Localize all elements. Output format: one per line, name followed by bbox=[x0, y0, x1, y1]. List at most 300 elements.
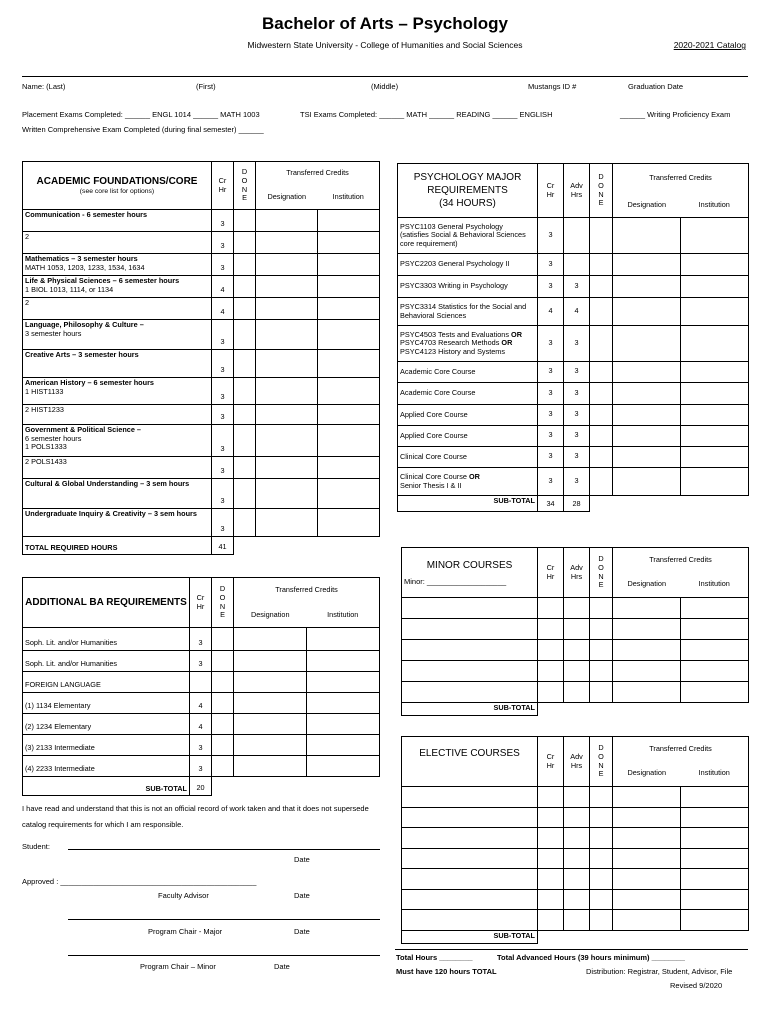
designation-cell[interactable] bbox=[256, 405, 318, 425]
designation-cell[interactable] bbox=[613, 218, 681, 254]
designation-cell[interactable] bbox=[256, 254, 318, 276]
credit-hours: 3 bbox=[190, 628, 212, 651]
credit-hours: 3 bbox=[190, 651, 212, 672]
course-cell bbox=[23, 254, 212, 276]
program-chair-minor-label: Program Chair – Minor bbox=[140, 962, 216, 971]
course-text: MATH 1053, 1203, 1233, 1534, 1634 bbox=[25, 262, 145, 272]
transferred-credits-header: Transferred Credits bbox=[613, 548, 749, 573]
course-cell bbox=[398, 298, 538, 326]
institution-cell[interactable] bbox=[681, 682, 749, 703]
advanced-hours[interactable] bbox=[564, 869, 590, 890]
done-checkbox[interactable] bbox=[590, 828, 613, 849]
course-cell bbox=[398, 405, 538, 426]
done-checkbox[interactable] bbox=[212, 672, 234, 693]
institution-cell[interactable] bbox=[307, 693, 380, 714]
course-text: PSYC4503 Tests and Evaluations OR bbox=[400, 329, 522, 339]
designation-cell[interactable] bbox=[613, 889, 681, 910]
institution-cell[interactable] bbox=[318, 210, 380, 232]
done-letter: D bbox=[219, 584, 226, 594]
credit-hours: 4 bbox=[538, 298, 564, 326]
done-checkbox[interactable] bbox=[234, 298, 256, 320]
elective-title: ELECTIVE COURSES bbox=[419, 748, 520, 759]
advanced-hours: 3 bbox=[564, 326, 590, 362]
designation-cell[interactable] bbox=[613, 598, 681, 619]
institution-cell[interactable] bbox=[681, 276, 749, 298]
requirement-label: FOREIGN LANGUAGE bbox=[23, 672, 190, 693]
institution-cell[interactable] bbox=[681, 254, 749, 276]
institution-cell[interactable] bbox=[681, 807, 749, 828]
elective-subtotal-label: SUB-TOTAL bbox=[402, 930, 538, 943]
minor-subtotal-label: SUB-TOTAL bbox=[402, 703, 538, 716]
institution-cell[interactable] bbox=[681, 869, 749, 890]
done-checkbox[interactable] bbox=[212, 714, 234, 735]
revised-date: Revised 9/2020 bbox=[670, 981, 723, 990]
institution-cell[interactable] bbox=[681, 383, 749, 405]
done-checkbox[interactable] bbox=[234, 479, 256, 509]
course-cell bbox=[23, 210, 212, 232]
credit-hours: 3 bbox=[190, 756, 212, 777]
advanced-hours[interactable] bbox=[564, 661, 590, 682]
done-checkbox[interactable] bbox=[590, 848, 613, 869]
done-checkbox[interactable] bbox=[590, 383, 613, 405]
psych-subtotal-label: SUB-TOTAL bbox=[398, 496, 538, 512]
course-cell[interactable] bbox=[402, 848, 538, 869]
must-have-120-label: Must have 120 hours TOTAL bbox=[396, 967, 497, 976]
requirement-label: (3) 2133 Intermediate bbox=[23, 735, 190, 756]
table-row bbox=[23, 693, 380, 714]
designation-cell[interactable] bbox=[256, 232, 318, 254]
table-row bbox=[398, 447, 749, 468]
course-cell bbox=[398, 447, 538, 468]
institution-cell[interactable] bbox=[681, 326, 749, 362]
institution-cell[interactable] bbox=[681, 910, 749, 931]
done-checkbox[interactable] bbox=[234, 210, 256, 232]
institution-cell[interactable] bbox=[307, 672, 380, 693]
credit-hours[interactable] bbox=[538, 910, 564, 931]
designation-cell[interactable] bbox=[613, 254, 681, 276]
designation-cell[interactable] bbox=[234, 756, 307, 777]
course-text: Academic Core Course bbox=[400, 366, 476, 376]
institution-cell[interactable] bbox=[681, 787, 749, 808]
institution-cell[interactable] bbox=[681, 619, 749, 640]
institution-cell[interactable] bbox=[307, 651, 380, 672]
institution-cell[interactable] bbox=[318, 254, 380, 276]
course-text: 2 bbox=[25, 232, 30, 241]
designation-cell[interactable] bbox=[613, 828, 681, 849]
placement-exams-label: Placement Exams Completed: ______ ENGL 1014 ______ MATH 1003 bbox=[22, 110, 260, 119]
course-cell[interactable] bbox=[402, 807, 538, 828]
designation-cell[interactable] bbox=[613, 869, 681, 890]
done-letter: N bbox=[219, 601, 226, 611]
approved-label: Approved : _______________________________________________ bbox=[22, 877, 257, 886]
done-checkbox[interactable] bbox=[234, 276, 256, 298]
done-checkbox[interactable] bbox=[234, 425, 256, 457]
designation-cell[interactable] bbox=[613, 405, 681, 426]
institution-cell[interactable] bbox=[307, 756, 380, 777]
advanced-hours[interactable] bbox=[564, 807, 590, 828]
credit-hours[interactable] bbox=[538, 889, 564, 910]
designation-cell[interactable] bbox=[256, 210, 318, 232]
institution-cell[interactable] bbox=[681, 828, 749, 849]
credit-hours: 3 bbox=[538, 254, 564, 276]
designation-cell[interactable] bbox=[234, 672, 307, 693]
designation-cell[interactable] bbox=[256, 276, 318, 298]
designation-header: Designation bbox=[234, 604, 307, 628]
institution-cell[interactable] bbox=[681, 661, 749, 682]
additional-subtotal-value: 20 bbox=[190, 777, 212, 796]
done-letter: E bbox=[598, 769, 604, 779]
course-cell bbox=[23, 320, 212, 350]
done-letter: O bbox=[219, 592, 226, 602]
header-divider bbox=[22, 76, 748, 77]
designation-cell[interactable] bbox=[256, 320, 318, 350]
institution-cell[interactable] bbox=[681, 218, 749, 254]
total-advanced-hours-label: Total Advanced Hours (39 hours minimum) ________ bbox=[497, 953, 685, 962]
done-checkbox[interactable] bbox=[590, 276, 613, 298]
credit-hours: 3 bbox=[538, 383, 564, 405]
cr-hr-header bbox=[538, 737, 564, 787]
minor-name-field: Minor: ___________________ bbox=[404, 576, 507, 586]
student-label: Student: bbox=[22, 842, 50, 851]
course-cell[interactable] bbox=[402, 889, 538, 910]
advanced-hours[interactable] bbox=[564, 598, 590, 619]
done-checkbox[interactable] bbox=[590, 362, 613, 383]
institution-cell[interactable] bbox=[318, 276, 380, 298]
designation-cell[interactable] bbox=[256, 298, 318, 320]
done-checkbox[interactable] bbox=[234, 405, 256, 425]
table-row bbox=[398, 298, 749, 326]
minor-header-cell bbox=[402, 548, 538, 598]
course-cell bbox=[23, 232, 212, 254]
course-text: Clinical Core Course bbox=[400, 451, 467, 461]
designation-cell[interactable] bbox=[613, 787, 681, 808]
designation-cell[interactable] bbox=[613, 807, 681, 828]
institution-cell[interactable] bbox=[318, 350, 380, 378]
table-row bbox=[398, 254, 749, 276]
advanced-hours[interactable] bbox=[564, 640, 590, 661]
cr-label: Cr bbox=[196, 592, 205, 602]
designation-cell[interactable] bbox=[613, 447, 681, 468]
table-row bbox=[23, 509, 380, 537]
institution-cell[interactable] bbox=[318, 479, 380, 509]
table-row bbox=[23, 405, 380, 425]
credit-hours[interactable] bbox=[538, 598, 564, 619]
course-cell bbox=[398, 326, 538, 362]
designation-cell[interactable] bbox=[234, 735, 307, 756]
institution-cell[interactable] bbox=[318, 405, 380, 425]
done-checkbox[interactable] bbox=[590, 405, 613, 426]
credit-hours[interactable] bbox=[538, 787, 564, 808]
psych-hours: (34 HOURS) bbox=[439, 198, 496, 209]
institution-cell[interactable] bbox=[318, 298, 380, 320]
course-cell bbox=[23, 457, 212, 479]
done-checkbox[interactable] bbox=[234, 254, 256, 276]
designation-cell[interactable] bbox=[256, 457, 318, 479]
adv-label: Adv bbox=[570, 751, 583, 761]
psychology-major-table bbox=[397, 163, 749, 512]
done-checkbox[interactable] bbox=[590, 787, 613, 808]
designation-cell[interactable] bbox=[234, 714, 307, 735]
designation-cell[interactable] bbox=[256, 350, 318, 378]
done-checkbox[interactable] bbox=[590, 447, 613, 468]
institution-cell[interactable] bbox=[318, 232, 380, 254]
designation-cell[interactable] bbox=[613, 383, 681, 405]
done-checkbox[interactable] bbox=[590, 661, 613, 682]
course-cell bbox=[398, 218, 538, 254]
adv-label: Adv bbox=[570, 562, 583, 572]
institution-cell[interactable] bbox=[318, 457, 380, 479]
done-letter: O bbox=[598, 562, 604, 572]
cr-hr-header bbox=[538, 548, 564, 598]
table-row bbox=[402, 682, 749, 703]
psych-subtotal-adv: 28 bbox=[564, 496, 590, 512]
credit-hours: 4 bbox=[212, 298, 234, 320]
name-middle-label: (Middle) bbox=[371, 82, 399, 91]
done-checkbox[interactable] bbox=[590, 910, 613, 931]
done-header bbox=[590, 548, 613, 598]
table-row bbox=[23, 714, 380, 735]
table-row bbox=[23, 756, 380, 777]
designation-cell[interactable] bbox=[613, 640, 681, 661]
course-text: Communication - 6 semester hours bbox=[25, 210, 148, 219]
written-comprehensive-label: Written Comprehensive Exam Completed (during final semester) ______ bbox=[22, 125, 264, 134]
course-cell[interactable] bbox=[402, 661, 538, 682]
credit-hours[interactable] bbox=[538, 640, 564, 661]
table-row bbox=[402, 828, 749, 849]
done-checkbox[interactable] bbox=[234, 232, 256, 254]
done-checkbox[interactable] bbox=[212, 693, 234, 714]
institution-cell[interactable] bbox=[318, 320, 380, 350]
institution-cell[interactable] bbox=[307, 714, 380, 735]
institution-cell[interactable] bbox=[681, 598, 749, 619]
institution-cell[interactable] bbox=[318, 425, 380, 457]
course-cell bbox=[23, 298, 212, 320]
course-cell bbox=[23, 378, 212, 405]
table-row bbox=[402, 889, 749, 910]
done-header bbox=[590, 164, 613, 218]
course-text: Language, Philosophy & Culture – bbox=[25, 320, 144, 329]
institution-cell[interactable] bbox=[681, 640, 749, 661]
done-checkbox[interactable] bbox=[590, 598, 613, 619]
institution-cell[interactable] bbox=[307, 628, 380, 651]
course-cell bbox=[398, 426, 538, 447]
designation-cell[interactable] bbox=[613, 276, 681, 298]
done-checkbox[interactable] bbox=[590, 426, 613, 447]
document-title: Bachelor of Arts – Psychology bbox=[262, 14, 508, 33]
program-chair-major-line[interactable] bbox=[68, 919, 380, 920]
advanced-hours[interactable] bbox=[564, 910, 590, 931]
credit-hours[interactable] bbox=[538, 828, 564, 849]
course-cell[interactable] bbox=[402, 828, 538, 849]
done-checkbox[interactable] bbox=[212, 651, 234, 672]
total-hours-label: Total Hours ________ bbox=[396, 953, 473, 962]
cr-label: Cr bbox=[546, 751, 555, 761]
table-row bbox=[23, 298, 380, 320]
credit-hours[interactable] bbox=[538, 869, 564, 890]
course-text: 2 HIST1233 bbox=[25, 405, 64, 414]
institution-cell[interactable] bbox=[318, 509, 380, 537]
designation-cell[interactable] bbox=[613, 619, 681, 640]
course-text: 2 bbox=[25, 298, 30, 307]
credit-hours: 3 bbox=[212, 509, 234, 537]
done-checkbox[interactable] bbox=[234, 509, 256, 537]
course-cell[interactable] bbox=[402, 640, 538, 661]
course-cell bbox=[398, 254, 538, 276]
course-text: 1 BIOL 1013, 1114, or 1134 bbox=[25, 284, 114, 294]
credit-hours[interactable] bbox=[538, 807, 564, 828]
advanced-hours[interactable] bbox=[564, 787, 590, 808]
done-checkbox[interactable] bbox=[590, 869, 613, 890]
institution-cell[interactable] bbox=[681, 426, 749, 447]
done-letter: E bbox=[242, 193, 247, 203]
course-cell bbox=[398, 362, 538, 383]
done-letter: O bbox=[598, 180, 604, 190]
advanced-hours[interactable] bbox=[564, 848, 590, 869]
hr-label: Hr bbox=[218, 184, 227, 194]
institution-cell[interactable] bbox=[681, 848, 749, 869]
designation-cell[interactable] bbox=[234, 651, 307, 672]
designation-header: Designation bbox=[256, 186, 318, 210]
designation-cell[interactable] bbox=[256, 479, 318, 509]
advanced-hours[interactable] bbox=[564, 619, 590, 640]
advanced-hours: 3 bbox=[564, 362, 590, 383]
done-checkbox[interactable] bbox=[212, 735, 234, 756]
institution-cell[interactable] bbox=[318, 378, 380, 405]
table-row bbox=[402, 787, 749, 808]
name-last-label: Name: (Last) bbox=[22, 82, 66, 91]
course-cell[interactable] bbox=[402, 619, 538, 640]
designation-cell[interactable] bbox=[234, 628, 307, 651]
designation-cell[interactable] bbox=[256, 509, 318, 537]
course-cell bbox=[23, 479, 212, 509]
advanced-hours[interactable] bbox=[564, 828, 590, 849]
done-checkbox[interactable] bbox=[590, 619, 613, 640]
table-row bbox=[402, 807, 749, 828]
designation-cell[interactable] bbox=[613, 298, 681, 326]
course-cell[interactable] bbox=[402, 787, 538, 808]
tsi-exams-label: TSI Exams Completed: ______ MATH ______ READING ______ ENGLISH bbox=[300, 110, 553, 119]
done-checkbox[interactable] bbox=[234, 350, 256, 378]
designation-cell[interactable] bbox=[613, 326, 681, 362]
advanced-hours bbox=[564, 254, 590, 276]
cr-hr-header bbox=[538, 164, 564, 218]
cr-label: Cr bbox=[546, 562, 555, 572]
advanced-hours: 4 bbox=[564, 298, 590, 326]
designation-cell[interactable] bbox=[613, 910, 681, 931]
done-letter: D bbox=[598, 743, 604, 753]
requirement-label: (2) 1234 Elementary bbox=[23, 714, 190, 735]
writing-proficiency-label: ______ Writing Proficiency Exam bbox=[620, 110, 731, 119]
course-cell bbox=[23, 350, 212, 378]
course-cell[interactable] bbox=[402, 910, 538, 931]
done-letter: E bbox=[598, 580, 604, 590]
course-text: 1 POLS1333 bbox=[25, 442, 67, 452]
done-checkbox[interactable] bbox=[234, 320, 256, 350]
done-checkbox[interactable] bbox=[590, 326, 613, 362]
table-row bbox=[23, 320, 380, 350]
done-checkbox[interactable] bbox=[590, 468, 613, 496]
credit-hours: 3 bbox=[212, 425, 234, 457]
advanced-hours[interactable] bbox=[564, 889, 590, 910]
designation-cell[interactable] bbox=[613, 362, 681, 383]
done-checkbox[interactable] bbox=[590, 682, 613, 703]
advanced-hours[interactable] bbox=[564, 682, 590, 703]
done-letter: E bbox=[220, 610, 225, 620]
table-row bbox=[23, 651, 380, 672]
designation-cell[interactable] bbox=[613, 848, 681, 869]
credit-hours[interactable] bbox=[538, 682, 564, 703]
institution-cell[interactable] bbox=[681, 889, 749, 910]
institution-cell[interactable] bbox=[681, 405, 749, 426]
credit-hours[interactable] bbox=[538, 848, 564, 869]
credit-hours: 3 bbox=[212, 232, 234, 254]
table-row bbox=[402, 619, 749, 640]
done-checkbox[interactable] bbox=[590, 298, 613, 326]
requirement-label: Soph. Lit. and/or Humanities bbox=[23, 628, 190, 651]
credit-hours[interactable] bbox=[538, 661, 564, 682]
academic-title: ACADEMIC FOUNDATIONS/CORE bbox=[36, 175, 198, 187]
done-checkbox[interactable] bbox=[212, 756, 234, 777]
done-checkbox[interactable] bbox=[590, 218, 613, 254]
course-cell[interactable] bbox=[402, 598, 538, 619]
institution-cell[interactable] bbox=[681, 298, 749, 326]
done-checkbox[interactable] bbox=[590, 889, 613, 910]
course-cell bbox=[23, 276, 212, 298]
course-text: Senior Thesis I & II bbox=[400, 480, 462, 490]
done-checkbox[interactable] bbox=[212, 628, 234, 651]
institution-cell[interactable] bbox=[681, 468, 749, 496]
credit-hours: 3 bbox=[538, 447, 564, 468]
table-row bbox=[23, 378, 380, 405]
student-signature-line[interactable] bbox=[68, 849, 380, 850]
institution-cell[interactable] bbox=[681, 447, 749, 468]
course-text: 3 semester hours bbox=[25, 328, 82, 338]
program-chair-minor-line[interactable] bbox=[68, 955, 380, 956]
credit-hours: 3 bbox=[212, 479, 234, 509]
total-required-label: TOTAL REQUIRED HOURS bbox=[23, 537, 212, 555]
done-checkbox[interactable] bbox=[590, 640, 613, 661]
designation-cell[interactable] bbox=[613, 426, 681, 447]
institution-cell[interactable] bbox=[681, 362, 749, 383]
additional-ba-table bbox=[22, 577, 380, 796]
course-cell[interactable] bbox=[402, 682, 538, 703]
designation-cell[interactable] bbox=[613, 661, 681, 682]
done-checkbox[interactable] bbox=[590, 254, 613, 276]
designation-header: Designation bbox=[613, 573, 681, 598]
done-checkbox[interactable] bbox=[234, 457, 256, 479]
institution-cell[interactable] bbox=[307, 735, 380, 756]
adv-label: Adv bbox=[570, 180, 583, 190]
course-cell[interactable] bbox=[402, 869, 538, 890]
designation-cell[interactable] bbox=[234, 693, 307, 714]
designation-header: Designation bbox=[613, 194, 681, 218]
done-checkbox[interactable] bbox=[590, 807, 613, 828]
designation-cell[interactable] bbox=[613, 468, 681, 496]
table-row bbox=[23, 254, 380, 276]
designation-cell[interactable] bbox=[256, 378, 318, 405]
credit-hours[interactable] bbox=[538, 619, 564, 640]
advanced-hours: 3 bbox=[564, 447, 590, 468]
designation-cell[interactable] bbox=[613, 682, 681, 703]
course-text: 1 HIST1133 bbox=[25, 386, 64, 396]
done-header bbox=[234, 162, 256, 210]
done-checkbox[interactable] bbox=[234, 378, 256, 405]
acknowledgement-line-2: catalog requirements for which I am responsible. bbox=[22, 820, 184, 829]
table-row bbox=[398, 326, 749, 362]
course-text: Applied Core Course bbox=[400, 409, 468, 419]
done-letter: O bbox=[241, 175, 248, 185]
designation-cell[interactable] bbox=[256, 425, 318, 457]
